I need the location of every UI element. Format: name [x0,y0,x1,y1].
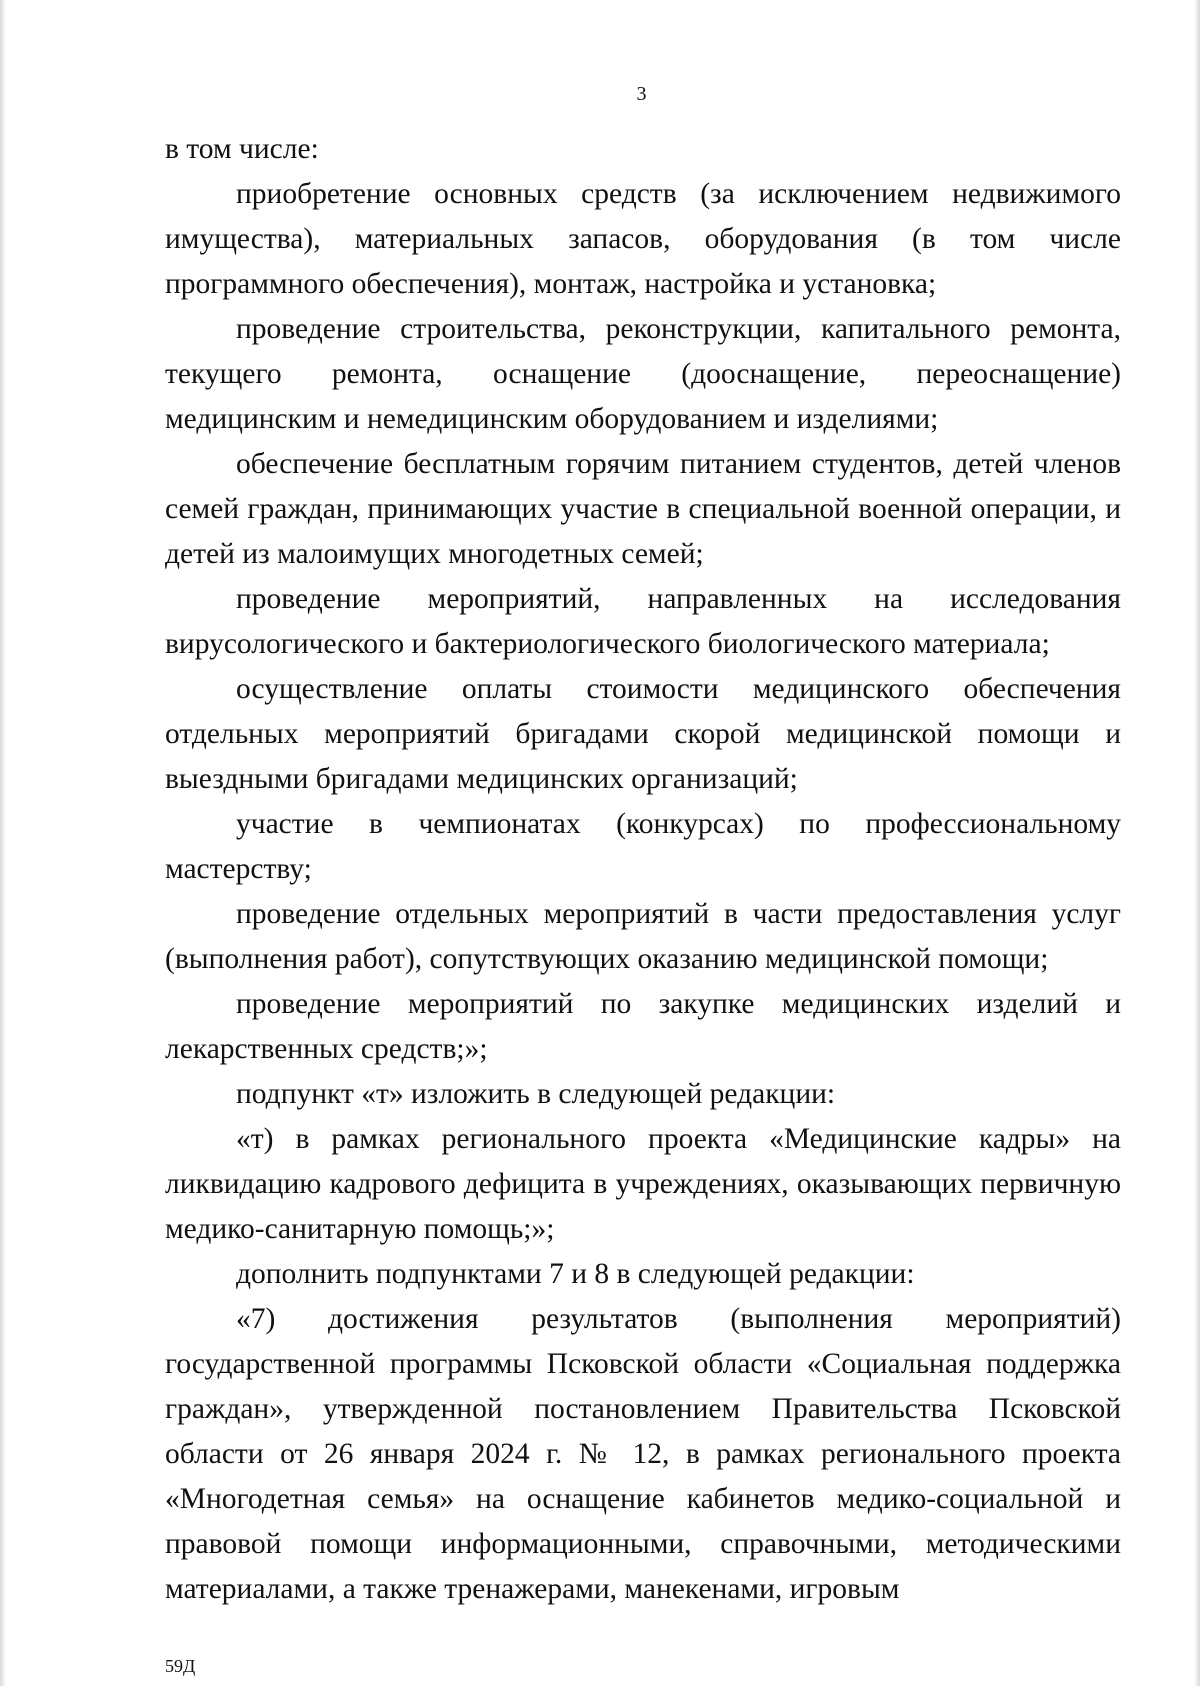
paragraph-construction: проведение строительства, реконструкции, капитального ремонта, текущего ремонта, оснащение (дооснащение, переоснащение) медицинским и немедицинским оборудованием и изделиями; [165,313,1121,435]
paragraph-subitem-t-intro: подпункт «т» изложить в следующей редакции: [236,1078,836,1110]
paragraph-ambulance: осуществление оплаты стоимости медицинского обеспечения отдельных мероприятий бригадами скорой медицинской помощи и выездными бригадами медицинских организаций; [165,673,1121,795]
paragraph-including: в том числе: [165,133,319,165]
scan-edge-left [0,0,6,1686]
paragraph-services: проведение отдельных мероприятий в части предоставления услуг (выполнения работ), сопутствующих оказанию медицинской помощи; [165,898,1121,975]
document-body [165,127,1121,1612]
paragraph-add-subitems: дополнить подпунктами 7 и 8 в следующей редакции: [236,1258,915,1290]
paragraph-procurement: проведение мероприятий по закупке медицинских изделий и лекарственных средств;»; [165,988,1121,1065]
scan-edge-right [1194,0,1200,1686]
footer-code: 59Д [165,1656,196,1676]
paragraph-research: проведение мероприятий, направленных на исследования вирусологического и бактериологического биологического материала; [165,583,1121,660]
page-number: 3 [636,83,647,105]
paragraph-free-meals: обеспечение бесплатным горячим питанием студентов, детей членов семей граждан, принимающих участие в специальной военной операции, и детей из малоимущих многодетных семей; [165,448,1121,570]
paragraph-subitem-t: «т) в рамках регионального проекта «Медицинские кадры» на ликвидацию кадрового дефицита в учреждениях, оказывающих первичную медико-санитарную помощь;»; [165,1123,1121,1245]
paragraph-championships: участие в чемпионатах (конкурсах) по профессиональному мастерству; [165,808,1121,885]
paragraph-fixed-assets: приобретение основных средств (за исключением недвижимого имущества), материальных запасов, оборудования (в том числе программного обеспечения), монтаж, настройка и установка; [165,178,1121,300]
paragraph-subitem-7: «7) достижения результатов (выполнения мероприятий) государственной программы Псковской области «Социальная поддержка граждан», утвержденной постановлением Правительства Псковской области от 26 января 2024 г. № 12, в рамках регионального проекта «Многодетная семья» на оснащение кабинетов медико-социальной и правовой помощи информационными, справочными, методическими материалами, а также тренажерами, манекенами, игровым [165,1303,1121,1605]
